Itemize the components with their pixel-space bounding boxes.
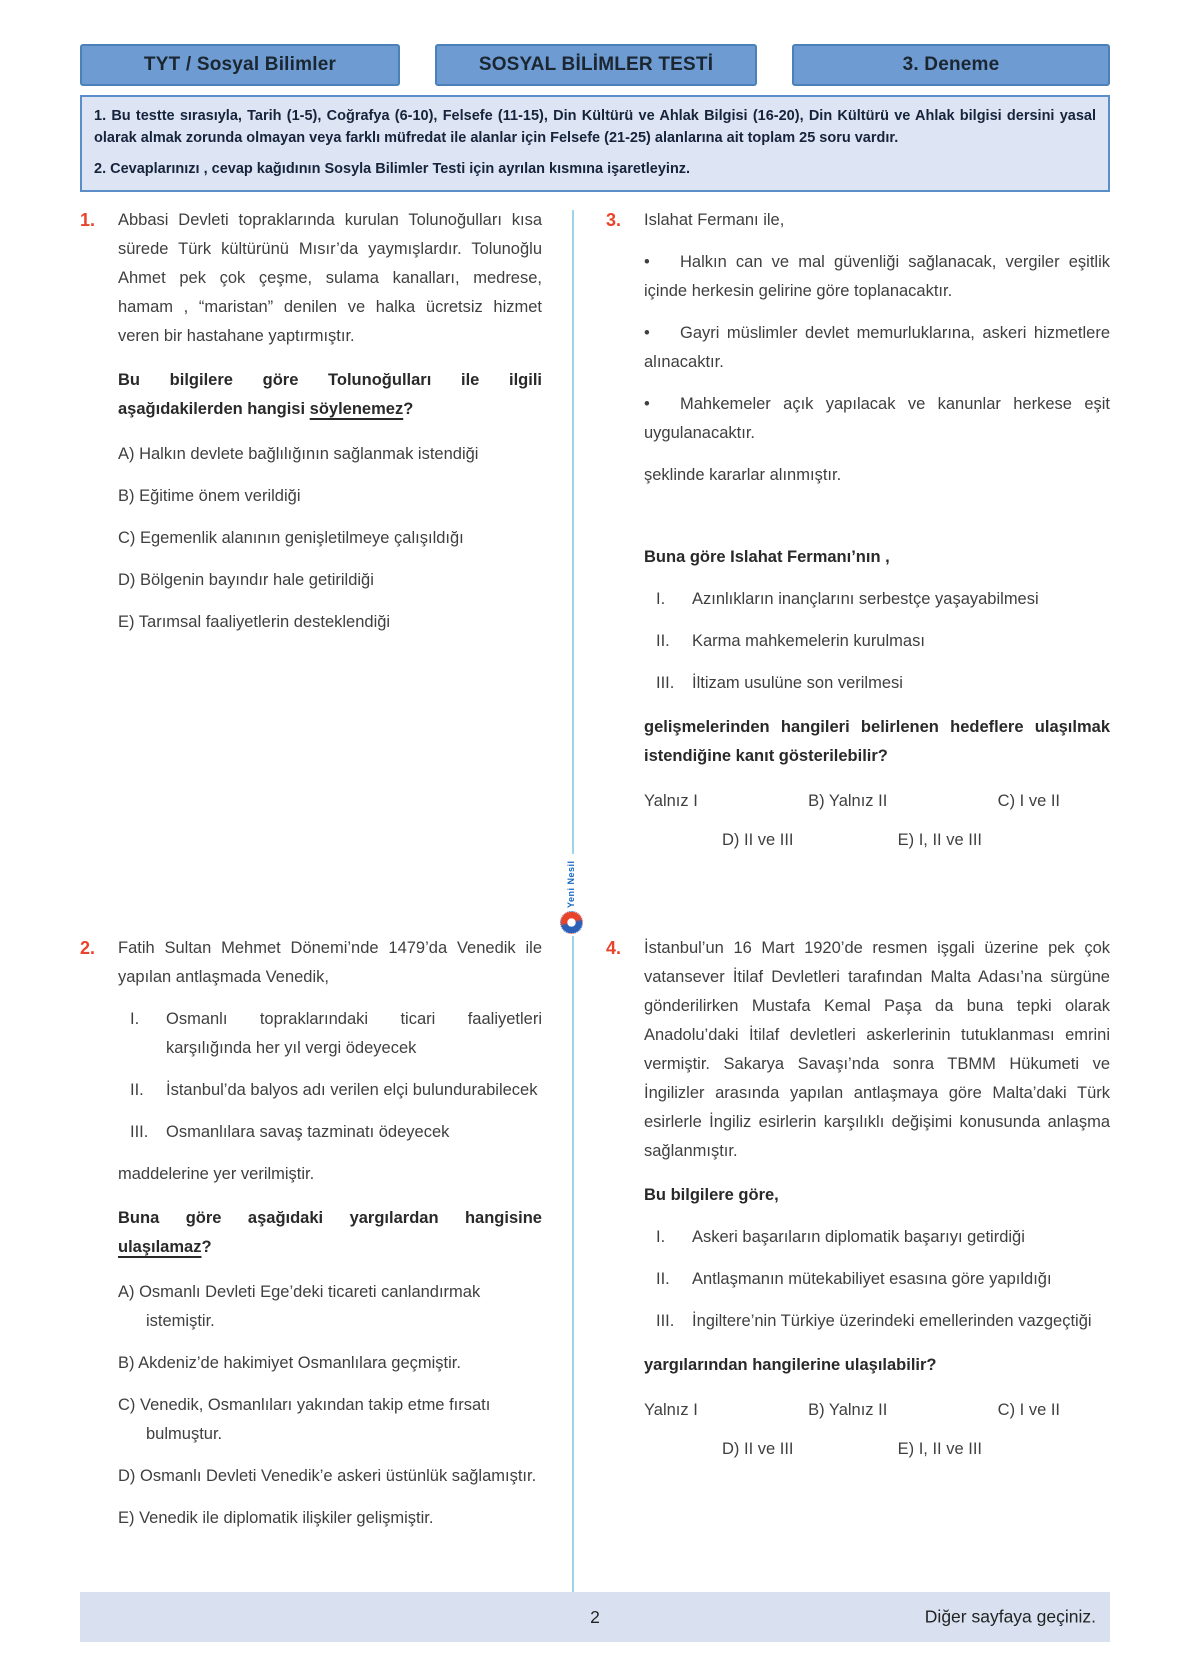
option-a: A) Osmanlı Devleti Ege’deki ticareti canlandırmak istemiştir. (118, 1283, 481, 1331)
option-d: D) Bölgenin bayındır hale getirildiği (118, 571, 374, 590)
next-page-note: Diğer sayfaya geçiniz. (924, 1606, 1096, 1627)
question-3-number: 3. (606, 210, 622, 231)
roman-item-2: II. Antlaşmanın mütekabiliyet esasına göre yapıldığı (656, 1270, 1052, 1289)
option-a: A) Halkın devlete bağlılığının sağlanmak istendiği (118, 445, 479, 464)
question-2-number: 2. (80, 938, 96, 959)
option-c: C) I ve II (997, 792, 1060, 811)
bullet-icon: • (644, 253, 650, 272)
roman-item-3: III. İltizam usulüne son verilmesi (656, 674, 903, 693)
roman-item-1: I. Azınlıkların inançlarını serbestçe yaşayabilmesi (656, 590, 1039, 609)
underlined-keyword: ulaşılamaz (118, 1238, 202, 1257)
roman-item-3: III. İngiltere’nin Türkiye üzerindeki emellerinden vazgeçtiği (656, 1312, 1092, 1331)
option-e: E) I, II ve III (897, 1440, 982, 1459)
questions-area (80, 206, 1110, 1604)
page-footer (80, 1592, 1110, 1642)
roman-item-1: I. Askeri başarıların diplomatik başarıyı getirdiği (656, 1228, 1025, 1247)
option-b: B) Eğitime önem verildiği (118, 487, 301, 506)
option-d: D) II ve III (722, 1440, 794, 1459)
option-c: C) Venedik, Osmanlıları yakından takip etme fırsatı bulmuştur. (118, 1396, 491, 1444)
option-c: C) Egemenlik alanının genişletilmeye çalışıldığı (118, 529, 464, 548)
header-exam-type: TYT / Sosyal Bilimler (80, 44, 400, 86)
question-4-options-row-2 (644, 1435, 1110, 1464)
option-d: D) Osmanlı Devleti Venedik’e askeri üstünlük sağlamıştır. (118, 1467, 537, 1486)
question-4-number: 4. (606, 938, 622, 959)
option-b: B) Akdeniz’de hakimiyet Osmanlılara geçmiştir. (118, 1354, 461, 1373)
question-4-options-row-1 (644, 1396, 1110, 1425)
publisher-watermark (548, 854, 594, 936)
page-header (80, 44, 1110, 86)
option-e: E) I, II ve III (897, 831, 982, 850)
question-3 (606, 206, 1110, 934)
instruction-line-1: 1. Bu testte sırasıyla, Tarih (1-5), Coğrafya (6-10), Felsefe (11-15), Din Kültürü ve Ahlak Bilgisi (16-20), Din Kültürü ve Ahlak bilgisi dersini yasal olarak almak zorunda olmayan veya farklı müfredat ile alanlar için Felsefe (21-25) alanlarına ait toplam 25 soru vardır. (94, 108, 1096, 146)
question-2-after-romans: maddelerine yer verilmiştir. (118, 1165, 315, 1184)
question-3-options-row-1 (644, 787, 1110, 816)
option-a: Yalnız I (644, 1401, 698, 1420)
bullet-item: • Mahkemeler açık yapılacak ve kanunlar herkese eşit uygulanacaktır. (644, 390, 1110, 448)
question-4-prompt-2: yargılarından hangilerine ulaşılabilir? (644, 1356, 937, 1375)
roman-item-1: I. Osmanlı topraklarındaki ticari faaliyetleri karşılığında her yıl vergi ödeyecek (130, 1010, 542, 1058)
bullet-item: • Halkın can ve mal güvenliği sağlanacak, vergiler eşitlik içinde herkesin gelirine göre toplanacaktır. (644, 248, 1110, 306)
question-2-prompt: Buna göre aşağıdaki yargılardan hangisine ulaşılamaz? (118, 1209, 542, 1257)
publisher-watermark-text: Yeni Nesil (566, 860, 576, 909)
question-4-body: İstanbul’un 16 Mart 1920’de resmen işgali üzerine pek çok vatansever İtilaf Devletleri tarafından Malta Adası’na sürgüne gönderilirken Mustafa Kemal Paşa da buna tepki olarak Anadolu’daki İtilaf devletleri askerlerinin tutuklanması emrini vermiştir. Sakarya Savaşı’nda sonra TBMM Hükumeti ve İngilizler arasında yapılan antlaşmaya göre Malta’daki Türk esirlerle İngiliz esirlerin karşılıklı değişimi konusunda anlaşma sağlanmıştır. (644, 939, 1110, 1161)
question-1-options (118, 440, 542, 637)
question-4-prompt-1: Bu bilgilere göre, (644, 1186, 779, 1205)
question-2 (80, 934, 542, 1604)
question-3-prompt-1: Buna göre Islahat Fermanı’nın , (644, 548, 890, 567)
question-1 (80, 206, 542, 934)
option-c: C) I ve II (997, 1401, 1060, 1420)
option-d: D) II ve III (722, 831, 794, 850)
underlined-keyword: söylenemez (309, 400, 404, 419)
question-2-romans (118, 1005, 542, 1147)
header-trial-number: 3. Deneme (792, 44, 1110, 86)
option-b: B) Yalnız II (808, 1401, 888, 1420)
question-1-number: 1. (80, 210, 96, 231)
roman-item-3: III. Osmanlılara savaş tazminatı ödeyecek (130, 1123, 450, 1142)
option-e: E) Tarımsal faaliyetlerin desteklendiği (118, 613, 391, 632)
question-3-bullets (644, 248, 1110, 448)
question-2-options (118, 1278, 542, 1533)
question-3-after-bullets: şeklinde kararlar alınmıştır. (644, 466, 842, 485)
question-3-options-row-2 (644, 826, 1110, 855)
option-b: B) Yalnız II (808, 792, 888, 811)
instruction-line-2: 2. Cevaplarınızı , cevap kağıdının Sosyla Bilimler Testi için ayrılan kısmına işaretleyinz. (94, 160, 691, 177)
bullet-icon: • (644, 395, 650, 414)
question-3-prompt-2: gelişmelerinden hangileri belirlenen hedeflere ulaşılmak istendiğine kanıt gösterilebilir? (644, 718, 1110, 766)
bullet-item: • Gayri müslimler devlet memurluklarına, askeri hizmetlere alınacaktır. (644, 319, 1110, 377)
question-4 (606, 934, 1110, 1604)
question-2-body: Fatih Sultan Mehmet Dönemi’nde 1479’da Venedik ile yapılan antlaşmada Venedik, (118, 939, 542, 987)
question-1-body: Abbasi Devleti topraklarında kurulan Tolunoğulları kısa sürede Türk kültürünü Mısır’da yaymışlardır. Tolunoğlu Ahmet pek çok çeşme, sulama kanalları, medrese, hamam , “maristan” denilen ve halka ücretsiz hizmet veren bir hastahane yaptırmıştır. (118, 211, 542, 346)
roman-item-2: II. Karma mahkemelerin kurulması (656, 632, 925, 651)
publisher-logo-icon (560, 911, 583, 934)
option-e: E) Venedik ile diplomatik ilişkiler gelişmiştir. (118, 1509, 434, 1528)
question-3-romans (644, 585, 1110, 698)
question-1-prompt: Bu bilgilere göre Tolunoğulları ile ilgili aşağıdakilerden hangisi söylenemez? (118, 371, 542, 419)
question-3-intro: Islahat Fermanı ile, (644, 211, 785, 230)
roman-item-2: II. İstanbul’da balyos adı verilen elçi bulundurabilecek (130, 1081, 538, 1100)
bullet-icon: • (644, 324, 650, 343)
header-test-title: SOSYAL BİLİMLER TESTİ (435, 44, 757, 86)
instructions-box (80, 95, 1110, 192)
page-number: 2 (590, 1606, 600, 1627)
option-a: Yalnız I (644, 792, 698, 811)
question-4-romans (644, 1223, 1110, 1336)
